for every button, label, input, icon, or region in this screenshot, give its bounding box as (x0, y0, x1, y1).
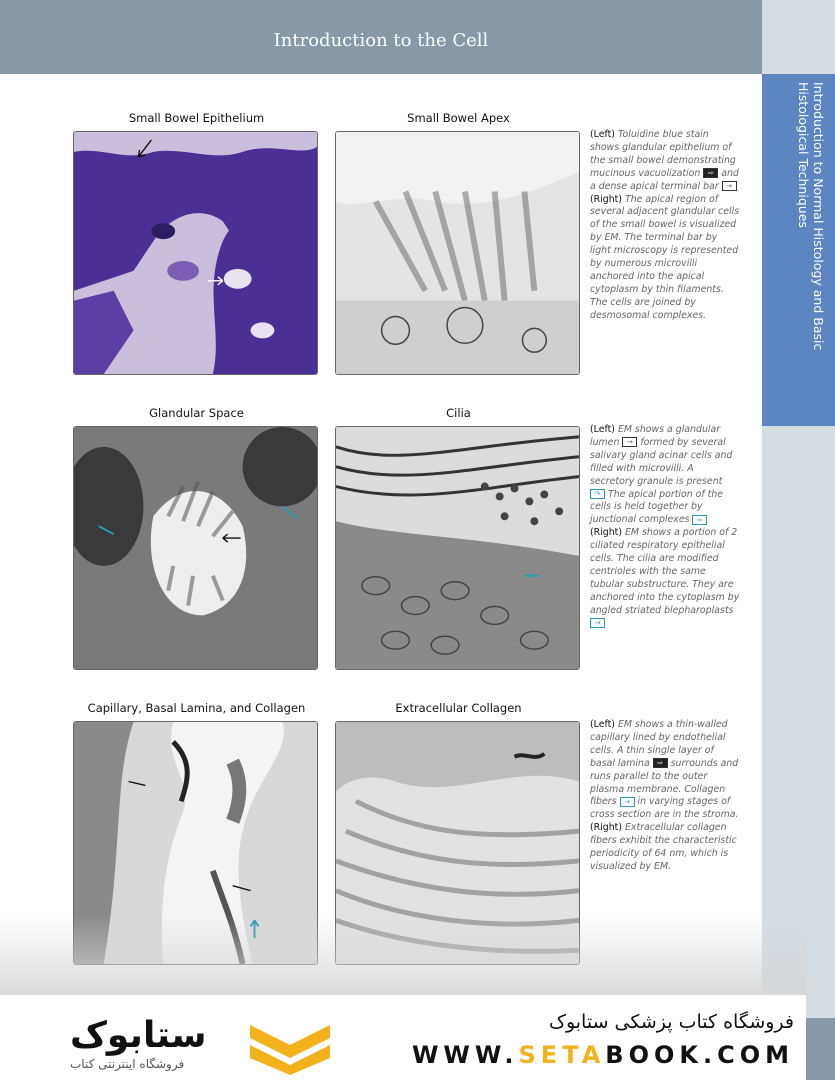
curved-arrow-symbol-icon: ↷ (590, 489, 605, 499)
arrow-symbol-icon: → (622, 437, 637, 447)
caption-text: Extracellular collagen fibers exhibit the characteristic periodicity of 64 nm, which is visualized by EM. (590, 822, 737, 872)
image-small-bowel-apex (335, 131, 580, 375)
caption-text: The apical region of several adjacent glandular cells of the small bowel is visualized by EM. The terminal bar by light microscopy is represented by numerous microvilli anchored into the apical cytoplasm by thin filaments. The cells are joined by desmosomal complexes. (590, 193, 740, 321)
caption-row-2 (590, 424, 740, 631)
image-small-bowel-epithelium (73, 131, 318, 375)
caption-tag-left: (Left) (590, 719, 615, 730)
panel-title-small-bowel-epithelium: Small Bowel Epithelium (128, 111, 265, 125)
panel-title-cilia: Cilia (446, 406, 471, 420)
arrow-symbol-icon: → (722, 181, 737, 191)
image-cilia (335, 426, 580, 670)
caption-tag-right: (Right) (590, 193, 623, 205)
image-glandular-space (73, 426, 318, 670)
caption-row-1 (590, 129, 740, 323)
open-arrow-symbol-icon: ⇨ (703, 168, 718, 178)
caption-text: Toluidine blue stain shows glandular epithelium of the small bowel demonstrating mucinous vacuolization (590, 129, 736, 179)
open-arrow-symbol-icon: ⇨ (653, 758, 668, 768)
caption-tag-left: (Left) (590, 129, 615, 140)
side-footer-block (806, 1018, 835, 1080)
store-logo-text: ستابوک (70, 1015, 207, 1056)
footer-banner (30, 995, 806, 1080)
caption-text: surrounds and runs parallel to the outer plasma membrane. Collagen fibers (590, 757, 739, 808)
panel-title-small-bowel-apex: Small Bowel Apex (407, 111, 510, 125)
arrow-symbol-icon: → (590, 618, 605, 628)
page-title: Introduction to the Cell (273, 30, 489, 51)
url-accent: SETA (518, 1041, 606, 1069)
footer-fade (0, 915, 806, 995)
store-logo-subtitle: فروشگاه اینترنتی کتاب (70, 1057, 185, 1071)
caption-text: in varying stages of cross section are in the stroma. (590, 796, 739, 821)
caption-text: EM shows a portion of 2 ciliated respiratory epithelial cells. The cilia are modified centrioles with the same tubular substructure. They are anchored into the cytoplasm by angled striated blepharoplasts (590, 527, 740, 616)
store-tagline: فروشگاه کتاب پزشکی ستابوک (548, 1011, 794, 1033)
caption-text: and a dense apical terminal bar (590, 167, 739, 192)
panel-title-extracellular-collagen: Extracellular Collagen (395, 701, 522, 715)
open-arrow-symbol-icon: ⇨ (692, 515, 707, 525)
store-url[interactable] (412, 1041, 794, 1069)
caption-text: EM shows a glandular lumen (590, 424, 721, 448)
caption-row-3 (590, 719, 740, 874)
store-logo-icon (250, 1020, 330, 1075)
caption-tag-left: (Left) (590, 424, 615, 435)
caption-tag-right: (Right) (590, 822, 623, 834)
caption-text: EM shows a thin-walled capillary lined by endothelial cells. A thin single layer of basal lamina (590, 719, 728, 769)
chapter-tab-label: Introduction to Normal Histology and Basic Histological Techniques (796, 82, 826, 351)
arrow-symbol-icon: → (620, 797, 635, 807)
caption-text: The apical portion of the cells is held together by junctional complexes (590, 488, 724, 526)
page-header (0, 0, 762, 74)
url-part: WWW. (411, 1041, 519, 1069)
caption-text: formed by several salivary gland acinar cells and filled with microvilli. A secretory granule is present (590, 436, 733, 487)
url-part: BOOK.COM (605, 1041, 794, 1069)
panel-title-glandular-space: Glandular Space (149, 406, 244, 420)
caption-tag-right: (Right) (590, 527, 623, 539)
panel-title-capillary: Capillary, Basal Lamina, and Collagen (87, 701, 306, 715)
